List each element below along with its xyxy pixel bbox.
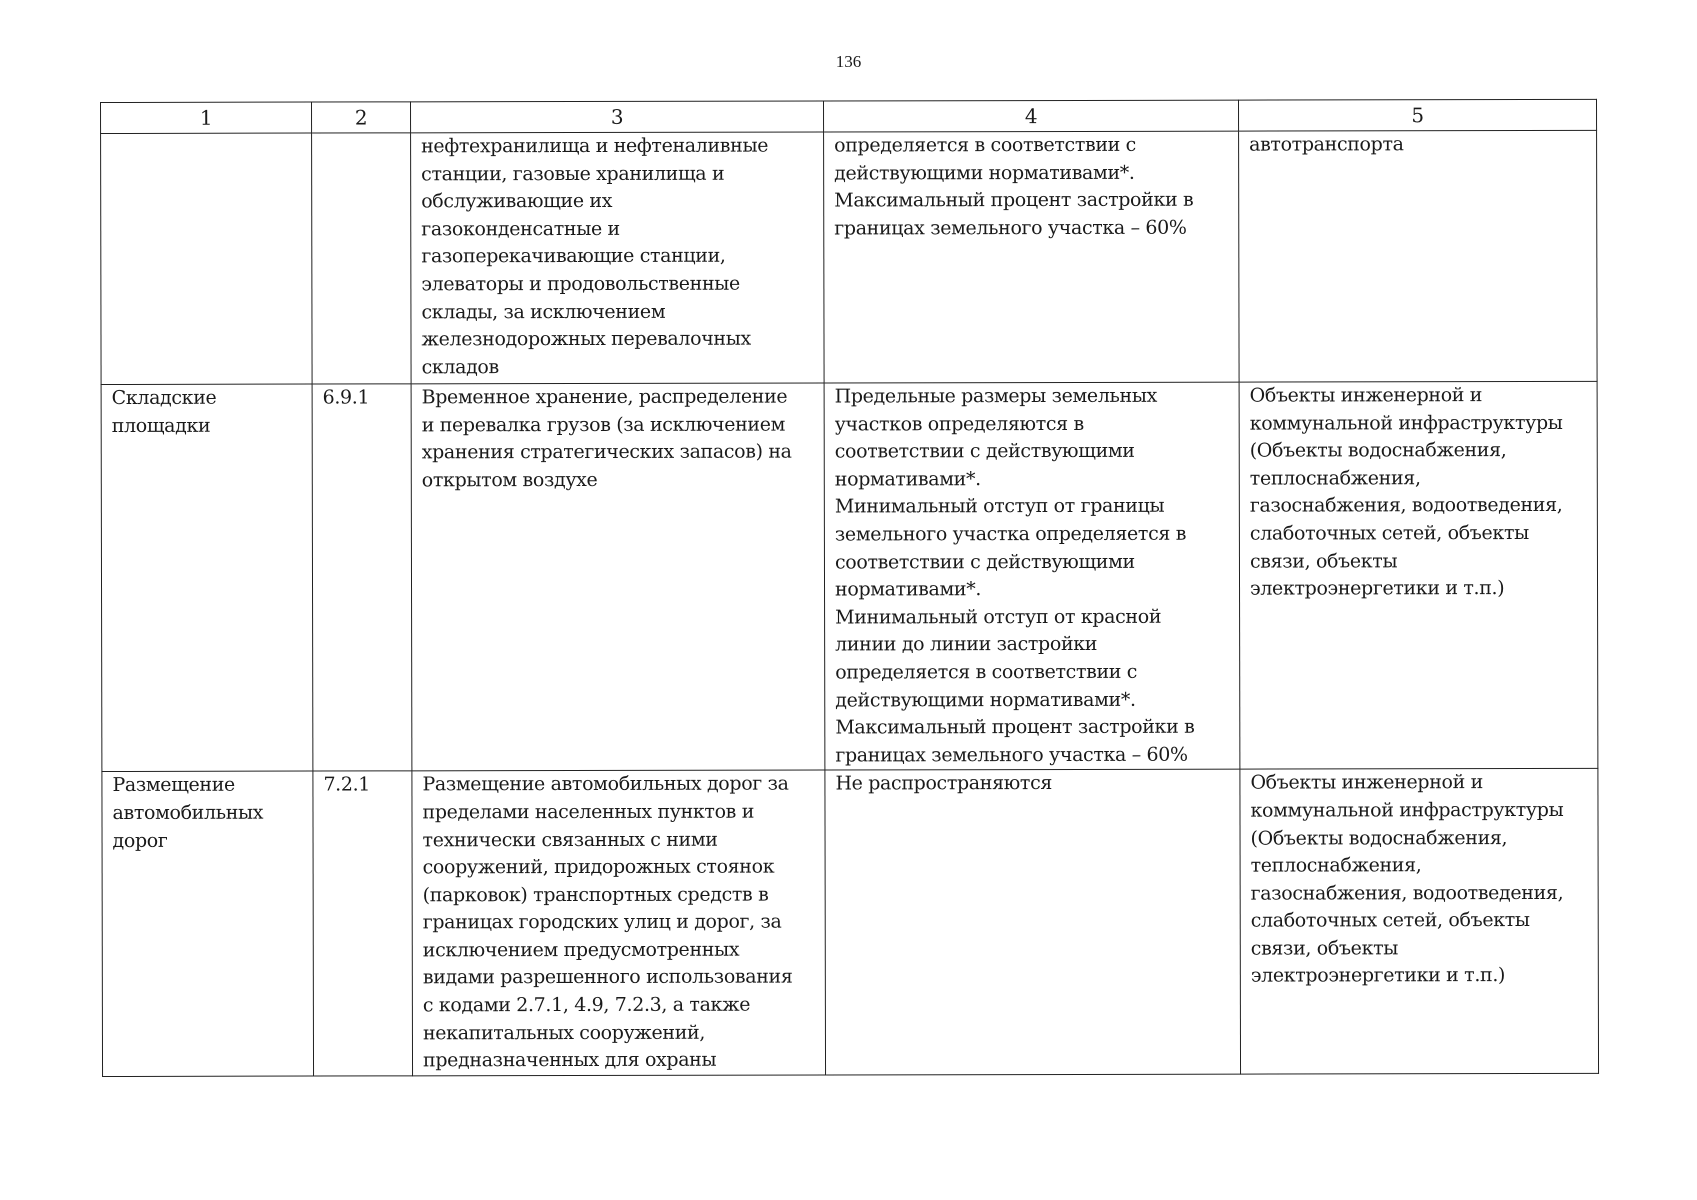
column-header-4: 4 xyxy=(823,100,1238,132)
use-code-cell: 7.2.1 xyxy=(313,771,413,1076)
auxiliary-uses-cell: Объекты инженерной и коммунальной инфраструктуры (Объекты водоснабжения, теплоснабжения, газоснабжения, водоотведения, слаботочных сетей, объекты связи, объекты электроэнергетики и т.п.) xyxy=(1239,381,1598,769)
use-name-cell: Размещение автомобильных дорог xyxy=(102,771,314,1076)
parameters-cell: Предельные размеры земельных участков определяются в соответствии с действующими нормативами*. Минимальный отступ от границы земельного участка определяется в соответствии с действующими нормативами*. Минимальный отступ от красной линии до линии застройки определяется в соответствии с действующими нормативами*. Максимальный процент застройки в границах земельного участка – 60% xyxy=(824,382,1240,770)
use-description-cell: нефтехранилища и нефтеналивные станции, газовые хранилища и обслуживающие их газоконденсатные и газоперекачивающие станции, элеваторы и продовольственные склады, за исключением железнодорожных перевалочных складов xyxy=(411,132,825,384)
table-row xyxy=(102,769,1599,1077)
use-description-cell: Размещение автомобильных дорог за пределами населенных пунктов и технически связанных с ними сооружений, придорожных стоянок (парковок) транспортных средств в границах городских улиц и дорог, за исключением предусмотренных видами разрешенного использования с кодами 2.7.1, 4.9, 7.2.3, а также некапитальных сооружений, предназначенных для охраны xyxy=(412,770,826,1075)
table-row xyxy=(101,130,1598,384)
use-code-cell: 6.9.1 xyxy=(312,384,412,772)
use-code-cell xyxy=(312,133,412,384)
column-header-2: 2 xyxy=(312,102,411,133)
table-header-row xyxy=(101,99,1597,133)
page-number: 136 xyxy=(835,52,862,71)
auxiliary-uses-cell: автотранспорта xyxy=(1239,130,1598,382)
use-description-cell: Временное хранение, распределение и перевалка грузов (за исключением хранения стратегических запасов) на открытом воздухе xyxy=(411,383,825,771)
table-row xyxy=(101,381,1598,771)
column-header-1: 1 xyxy=(101,102,312,133)
column-header-3: 3 xyxy=(411,101,824,133)
land-use-table xyxy=(100,99,1599,1077)
use-name-cell xyxy=(101,133,313,384)
auxiliary-uses-cell: Объекты инженерной и коммунальной инфраструктуры (Объекты водоснабжения, теплоснабжения, газоснабжения, водоотведения, слаботочных сетей, объекты связи, объекты электроэнергетики и т.п.) xyxy=(1240,769,1599,1074)
parameters-cell: определяется в соответствии с действующими нормативами*. Максимальный процент застройки в границах земельного участка – 60% xyxy=(824,131,1240,383)
parameters-cell: Не распространяются xyxy=(825,769,1241,1074)
use-name-cell: Складские площадки xyxy=(101,384,313,772)
column-header-5: 5 xyxy=(1238,99,1596,131)
